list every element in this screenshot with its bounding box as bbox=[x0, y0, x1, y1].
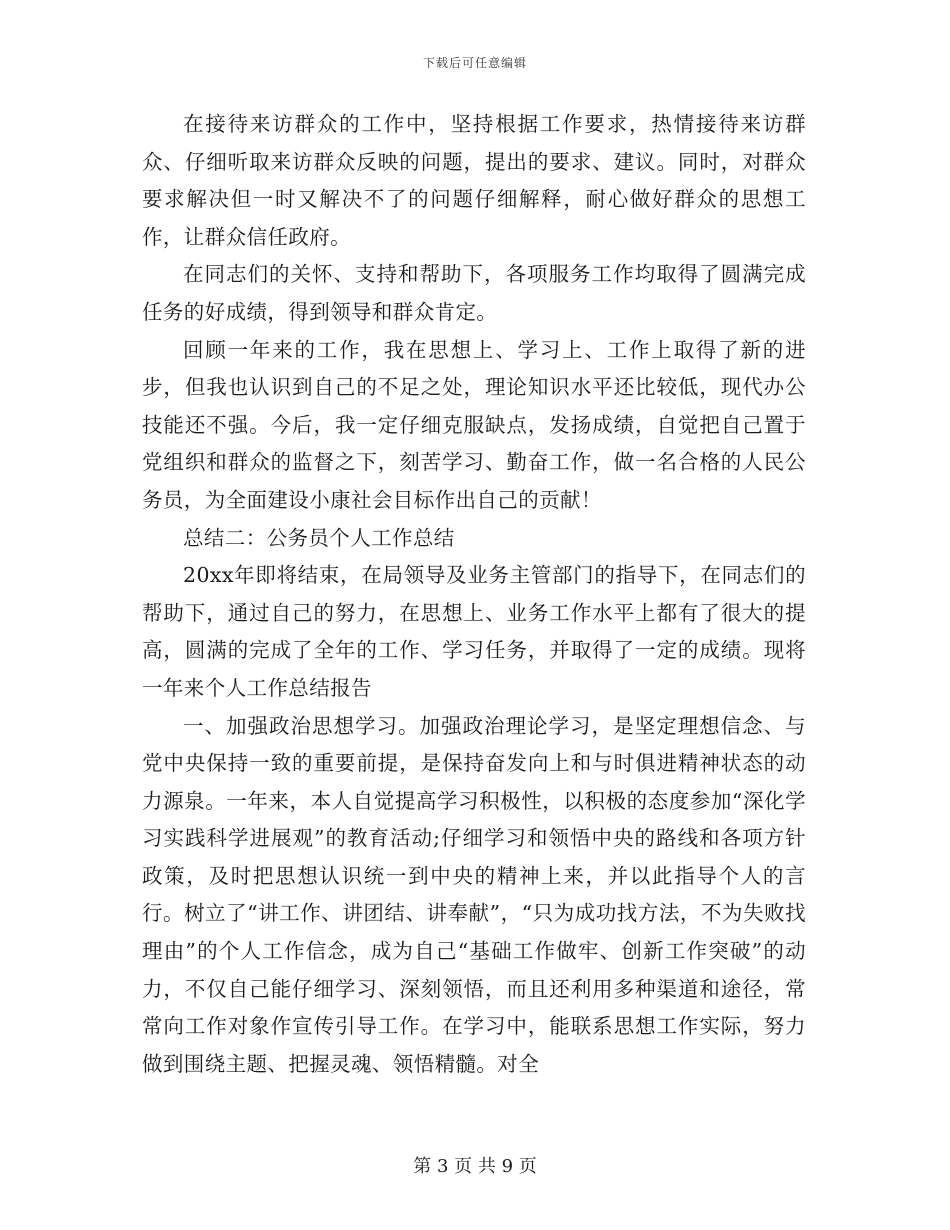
section-heading-summary-two: 总结二：公务员个人工作总结 bbox=[183, 525, 455, 550]
paragraph-year-end-intro: 20xx年即将结束，在局领导及业务主管部门的指导下，在同志们的帮助下，通过自己的努力，在思想上、业务工作水平上都有了很大的提高，圆满的完成了全年的工作、学习任务，并取得了一定的成绩。现将一年来个人工作总结报告 bbox=[142, 563, 806, 700]
page-number: 第 3 页 共 9 页 bbox=[413, 1156, 537, 1177]
paragraph-political-study: 一、加强政治思想学习。加强政治理论学习，是坚定理想信念、与党中央保持一致的重要前提，是保持奋发向上和与时俱进精神状态的动力源泉。一年来，本人自觉提高学习积极性，以积极的态度参加“深化学习实践科学进展观”的教育活动;仔细学习和领悟中央的路线和各项方针政策，及时把思想认识统一到中央的精神上来，并以此指导个人的言行。树立了“讲工作、讲团结、讲奉献”，“只为成功找方法，不为失败找理由”的个人工作信念，成为自己“基础工作做牢、创新工作突破”的动力，不仅自己能仔细学习、深刻领悟，而且还利用多种渠道和途径，常常向工作对象作宣传引导工作。在学习中，能联系思想工作实际，努力做到围绕主题、把握灵魂、领悟精髓。对全 bbox=[142, 713, 806, 1076]
document-body bbox=[142, 106, 806, 1083]
paragraph-year-review: 回顾一年来的工作，我在思想上、学习上、工作上取得了新的进步，但我也认识到自己的不足之处，理论知识水平还比较低，现代办公技能还不强。今后，我一定仔细克服缺点，发扬成绩，自觉把自己置于党组织和群众的监督之下，刻苦学习、勤奋工作，做一名合格的人民公务员，为全面建设小康社会目标作出自己的贡献！ bbox=[142, 337, 806, 512]
paragraph-reception-work: 在接待来访群众的工作中，坚持根据工作要求，热情接待来访群众、仔细听取来访群众反映的问题，提出的要求、建议。同时，对群众要求解决但一时又解决不了的问题仔细解释，耐心做好群众的思想工作，让群众信任政府。 bbox=[142, 112, 806, 249]
page-header-note: 下载后可任意编辑 bbox=[422, 56, 527, 70]
paragraph-service-results: 在同志们的关怀、支持和帮助下，各项服务工作均取得了圆满完成任务的好成绩，得到领导和群众肯定。 bbox=[142, 262, 806, 324]
